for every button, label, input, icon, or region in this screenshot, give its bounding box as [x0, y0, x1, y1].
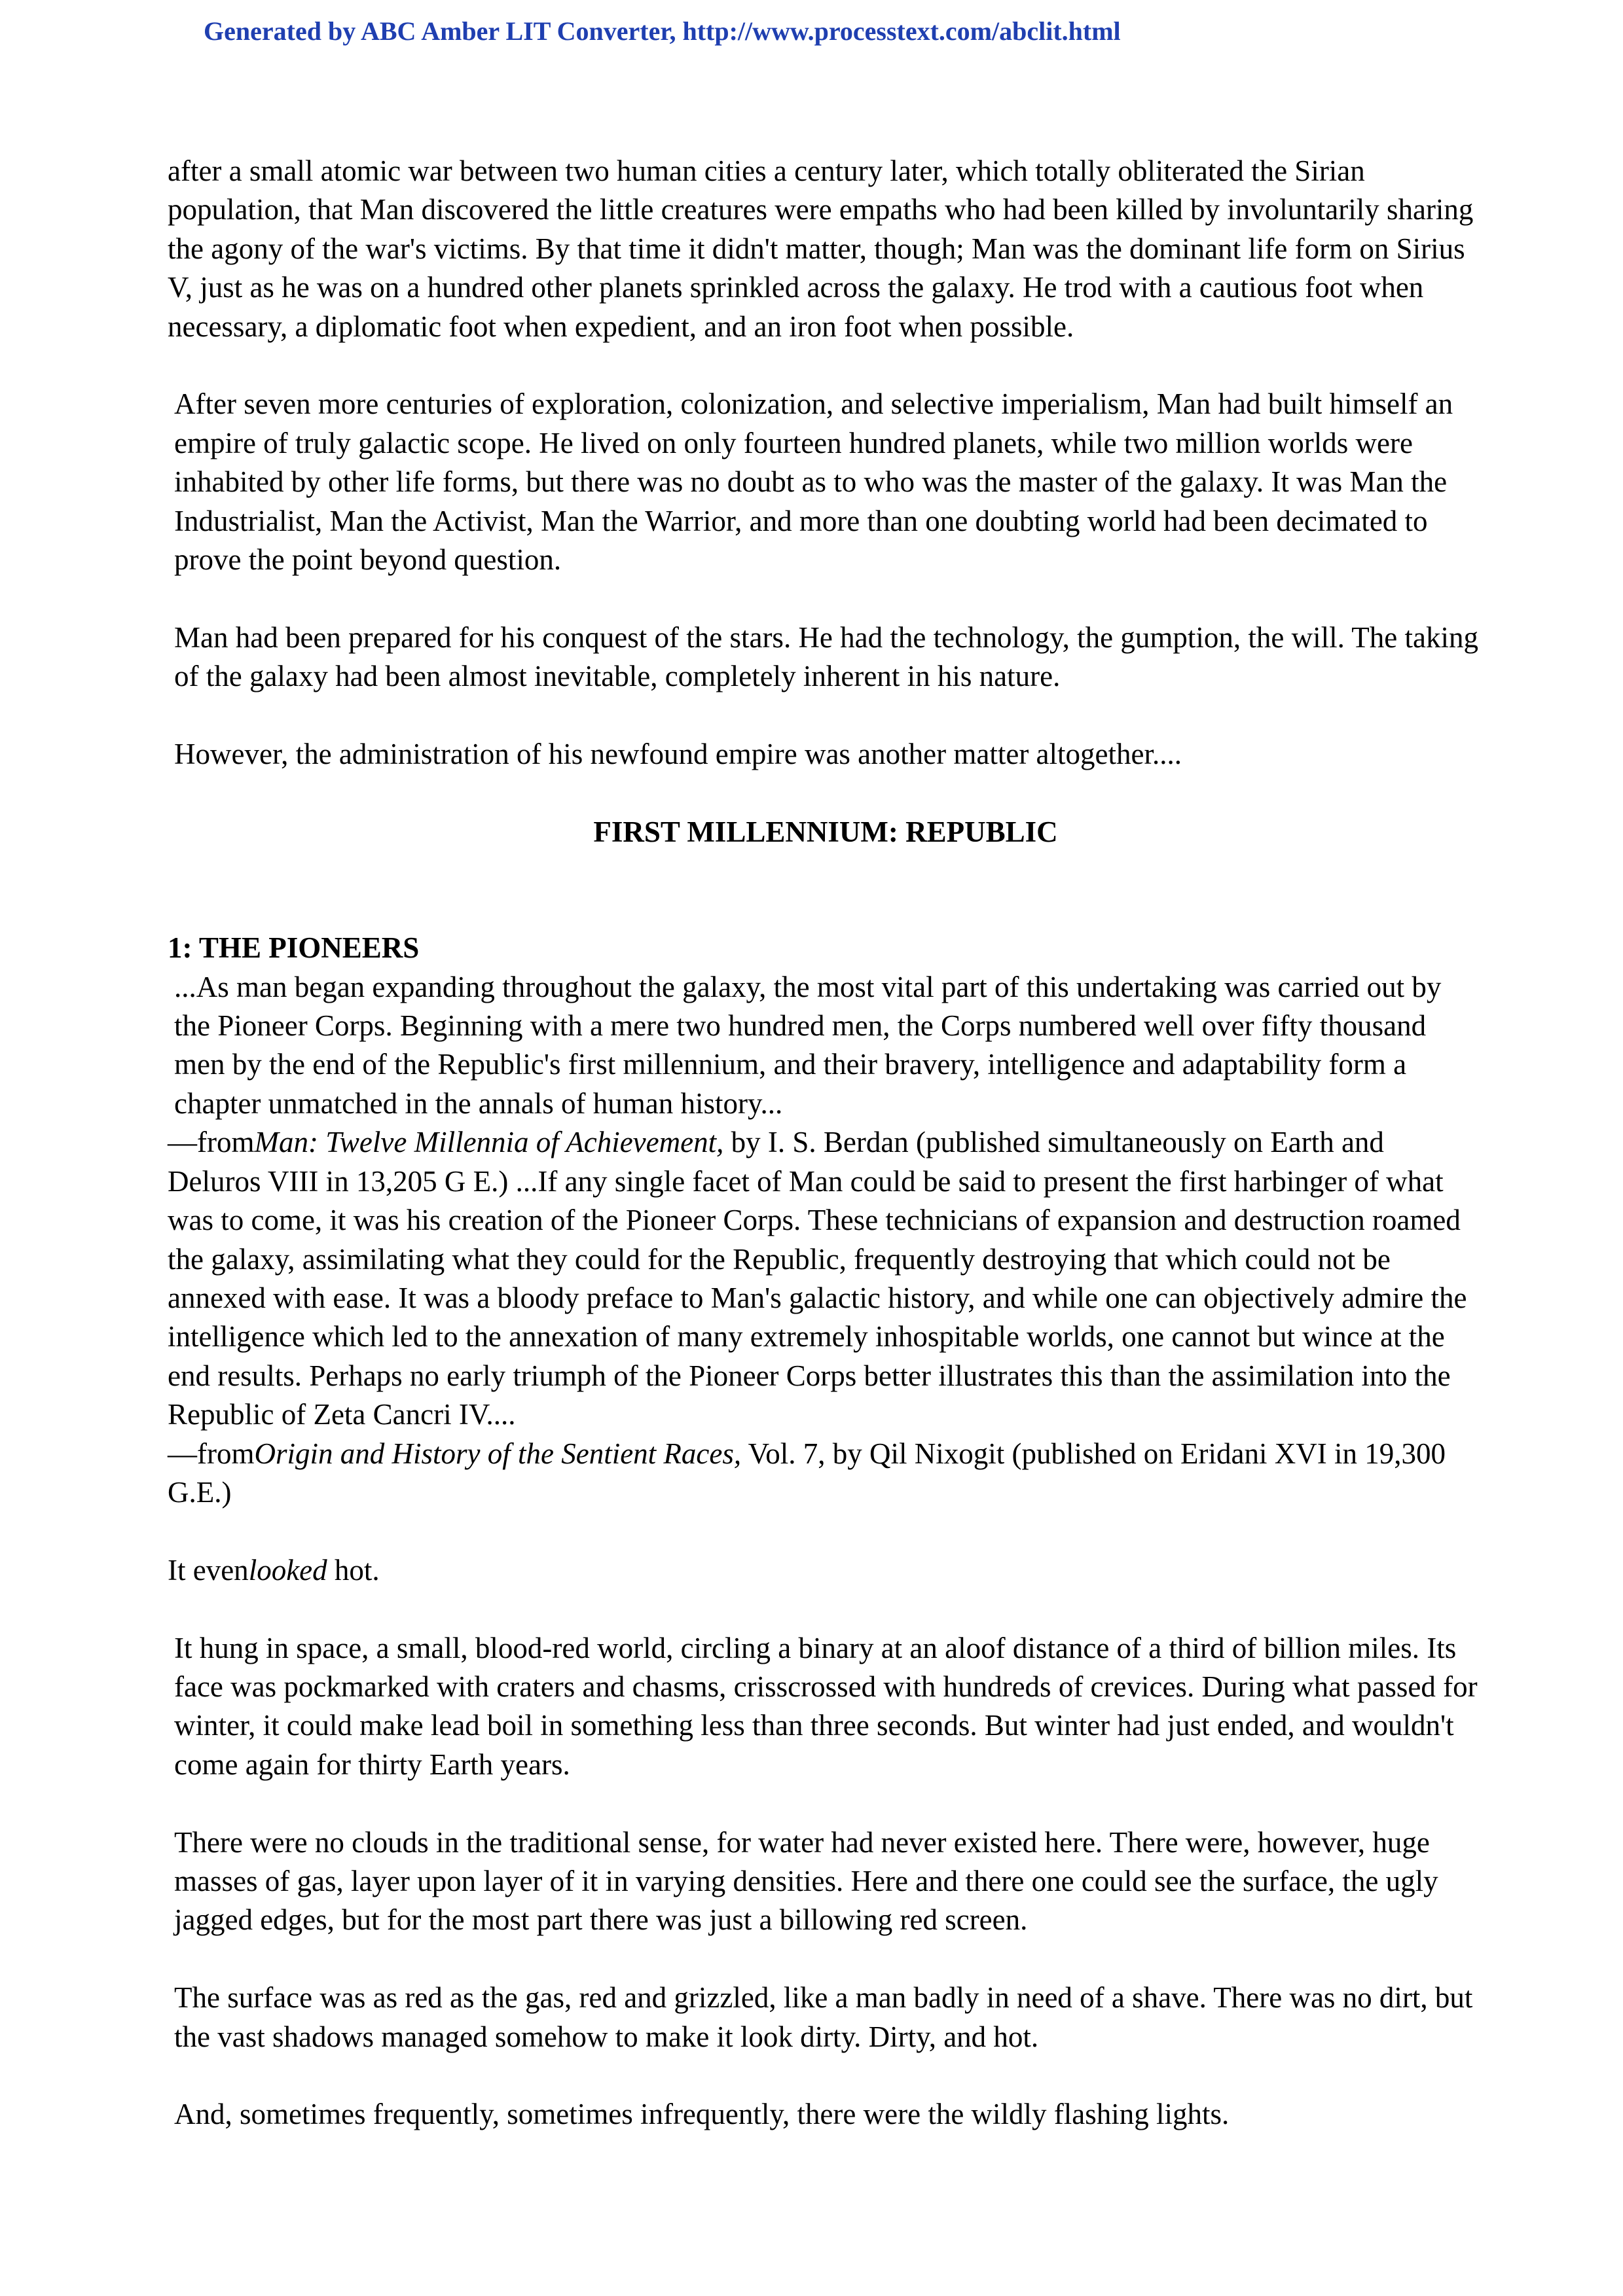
paragraph: After seven more centuries of exploration, colonization, and selective imperialism, Man had built himself an empire of truly galactic scope. He lived on only fourteen hundred planets, while two million worlds were inhabited by other life forms, but there was no doubt as to who was the master of the galaxy. It was Man the Industrialist, Man the Activist, Man the Warrior, and more than one doubting world had been decimated to prove the point beyond question. [174, 387, 1453, 577]
paragraph: However, the administration of his newfound empire was another matter altogether.... [174, 738, 1182, 771]
attribution-prefix: —from [168, 1126, 255, 1159]
epigraph-quote: ...As man began expanding throughout the galaxy, the most vital part of this undertaking was carried out by the Pioneer Corps. Beginning with a mere two hundred men, the Corps numbered well over fifty thousand men by the end of the Republic's first millennium, and their bravery, intelligence and adaptability form a chapter unmatched in the annals of human history... [174, 970, 1442, 1120]
text-run: It even [168, 1553, 249, 1587]
paragraph: It hung in space, a small, blood-red world, circling a binary at an aloof distance of a third of billion miles. Its face was pockmarked with craters and chasms, crisscrossed with hundreds of crevices. During what passed for winter, it could make lead boil in something less than three seconds. But winter had just ended, and wouldn't come again for thirty Earth years. [174, 1631, 1478, 1781]
paragraph: Man had been prepared for his conquest of the stars. He had the technology, the gumption, the will. The taking of the galaxy had been almost inevitable, completely inherent in his nature. [174, 620, 1478, 693]
chapter-title: 1: THE PIONEERS [168, 931, 420, 965]
text-run: hot. [327, 1553, 380, 1587]
emphasis: looked [248, 1553, 327, 1587]
document-page [168, 152, 1484, 2173]
attribution-details: Vol. 7, by Qil Nixogit (published on Eridani XVI in 19,300 G.E.) [168, 1437, 1446, 1509]
epigraph-quote: ...If any single facet of Man could be said to present the first harbinger of what was to come, it was his creation of the Pioneer Corps. These technicians of expansion and destruction roamed the galaxy, assimilating what they could for the Republic, frequently destroying that which could not be annexed with ease. It was a bloody preface to Man's galactic history, and while one can objectively admire the intelligence which led to the annexation of many extremely inhospitable worlds, one cannot but wince at the end results. Perhaps no early triumph of the Pioneer Corps better illustrates this than the assimilation into the Republic of Zeta Cancri IV.... [168, 1164, 1467, 1431]
paragraph: And, sometimes frequently, sometimes infrequently, there were the wildly flashing lights. [174, 2098, 1230, 2131]
epigraph-attribution [168, 1435, 1484, 1513]
paragraph: There were no clouds in the traditional sense, for water had never existed here. There were, however, huge masses of gas, layer upon layer of it in varying densities. Here and there one could see the surface, the ugly jagged edges, but for the most part there was just a billowing red screen. [174, 1825, 1438, 1937]
section-heading: FIRST MILLENNIUM: REPUBLIC [593, 815, 1058, 848]
attribution-prefix: —from [168, 1437, 255, 1470]
book-title: Man: Twelve Millennia of Achievement, [254, 1126, 724, 1159]
paragraph [168, 1551, 1484, 1590]
paragraph: The surface was as red as the gas, red and grizzled, like a man badly in need of a shave. There was no dirt, but the vast shadows managed somehow to make it look dirty. Dirty, and hot. [174, 1981, 1473, 2053]
epigraph-attribution [168, 1123, 1484, 1434]
paragraph: after a small atomic war between two human cities a century later, which totally obliterated the Sirian population, that Man discovered the little creatures were empaths who had been killed by involuntarily sharing the agony of the war's victims. By that time it didn't matter, though; Man was the dominant life form on Sirius V, just as he was on a hundred other planets sprinkled across the galaxy. He trod with a cautious foot when necessary, a diplomatic foot when expedient, and an iron foot when possible. [168, 154, 1474, 343]
book-title: Origin and History of the Sentient Races, [254, 1437, 742, 1470]
attribution-details: by I. S. Berdan (published simultaneously on Earth and Deluros VIII in 13,205 G E.) [168, 1126, 1384, 1198]
converter-banner: Generated by ABC Amber LIT Converter, http://www.processtext.com/abclit.html [204, 16, 1121, 46]
